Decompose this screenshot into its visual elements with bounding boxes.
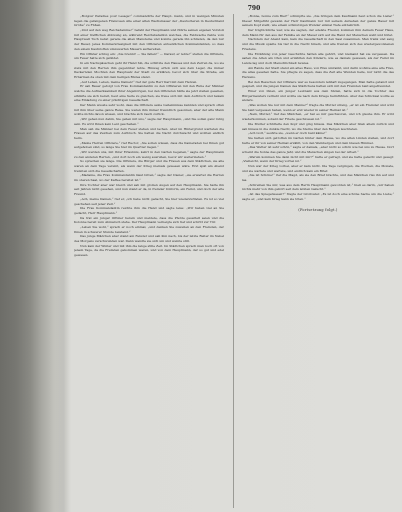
paragraph: „Madame, die Frau Kommandantin lässt bitten,“ sagte der Diener, „sie erwartet die Herren im oberen Saal, wo der Kaffee bereitet ist.“ (74, 173, 224, 183)
paragraph: Der Unglückliche war, wie sie sagten, der edelste Freund, kommen ihm deinem Feuer Haus, dem Mann für den aus der Familie an der Mauer sich auf die Hand der Menschen weht und hütet. (242, 28, 394, 37)
paragraph: „Ach Gott,“ seufzte sie, „wenn er doch bald käme!“ (248, 131, 327, 136)
paragraph: „Leben Sie wohl,“ sprach er noch einmal, „und denken Sie zuweilen an den Fremden, der Ihnen in schwerer Stunde beistand.“ (74, 224, 224, 234)
paragraph: Die Mutter schüttelte den Kopf und ging hinaus. Das Mädchen aber blieb allein zurück und sah hinaus in die dunkle Nacht, wo die Sterne über den Bergen leuchteten. (242, 121, 394, 131)
paragraph: „Das Wetter ist sehr schön,“ sagte er damals, „aber nicht so schön wie bei uns zu Hause. Dort scheint die Sonne das ganze Jahr, und die Menschen singen bei der Arbeit.“ (242, 145, 394, 154)
paragraph: Die Frau Kommandantin reichte ihm die Hand und sagte leise: „Wir haben viel an Sie gedacht, Herr Hauptmann.“ (74, 206, 224, 215)
paragraph: Da trat ein junger Offizier herein und meldete, dass die Pferde gesattelt seien und die Kolonne bereit zum Abmarsch stehe. Der Hauptmann verneigte sich tief und schritt zur Tür. (74, 215, 224, 225)
paragraph: Nun kam der Winter und mit ihm die lange stille Zeit. Im Städtchen sprach man noch oft von jenem Tage, da die Fremden gekommen waren, und von dem Hauptmann, der so gut und edel gewesen. (74, 243, 224, 258)
paragraph: „Wir gehen nun dahin, Sie gehen mit uns,“ sagte der Hauptmann, „und Sie sollen ganz ruhig sein. Es wird Ihnen kein Leid geschehen.“ (74, 117, 224, 126)
paragraph: „Und auf den weg Reichsdamme!“ befahl der Hauptmann und führte seinen eigenen Vorstoß mit einer trefflichen Ablösung an, während Reichsbataillon welches, die Feldwache fiebte vom Hauptwall Tuch nebst gerade die allen Mansteine und konnte gerade ihn schlieten, da den nur der Bauer, jenes Kommersriesigkeit mit den Offizieren entsetzlichen Kommandanten, so dass den einem Kaufstoffen umzuwerfen Mauern aufbereiten. (74, 28, 224, 51)
paragraph: Sie hatten sich getroffen im Garten hinter dem Hause, wo die alten Linden stehen, und dort hatte er ihr von seiner Heimat erzählt, von den Weinbergen und dem blauen Himmel. (242, 135, 394, 145)
page-number: 790 (247, 5, 261, 12)
paragraph: Einer von ihnen, ein junger Leutnant aus dem Süden, hatte sich in die Tochter des Bürgermeisters verliebt und wollte sie nach dem Kriege heimführen. Aber das Schicksal wollte es anders. (242, 89, 394, 103)
paragraph: „Nein, Mutter,“ rief das Mädchen, „er hat es mir geschworen, und ich glaube ihm. Er wird wiederkommen, sobald der Friede geschlossen ist.“ (242, 112, 394, 122)
paragraph: Man sah die Männer bei dem Feuer stehen und lachen. Aber im Hintergrund warteten die Frauen auf das Zeichen zum Aufbruch. Sie hatten die Nacht durchwacht und wollten endlich heim. (74, 126, 224, 140)
left-column (74, 14, 224, 506)
paragraph: So sprachen sie lange. Die Offiziere, die Bürger und die Frauen aus dem Städtchen, sie alle waren an dem Tage vereint, als wenn der Krieg niemals gewesen wäre. Erst spät am Abend trennten sich die Gesellschaften. (74, 159, 224, 173)
paragraph: „Ach, meine Damen,“ rief er, „ich habe nicht gedacht, Sie hier wiederzufinden. Es ist so viel geschehen seit jener Zeit.“ (74, 196, 224, 206)
paragraph: Am Rande der Stadt stand ein altes Haus, von Efeu umrankt, und darin wohnte eine alte Frau, die alles gesehen hatte. Sie pflegte zu sagen, dass die Zeit alle Wunden heile, nur nicht die des Herzens. (242, 65, 394, 79)
paragraph: „Meine Herren Offiziere,“ rief Hector, „Sie sollen wissen, dass die Kameraden bei Ihnen gut aufgehoben sind, so lange Sie hier im Quartier liegen.“ (74, 140, 224, 150)
paragraph: „Was wollen Sie nur mit dem Manne?“ fragte die Mutter streng, „er ist ein Fremder und wird Sie bald vergessen haben, wenn er erst wieder in seiner Heimat ist.“ (242, 103, 394, 112)
paragraph: „Sie ist Schöne!“ rief die Magd, als sie den Brief brachte, und das Mädchen riss ihn auf und las. (242, 173, 394, 183)
paragraph: „Warum kommen Sie dann nicht mit mir?“ hatte er gefragt, und sie hatte gelacht und gesagt: „Vielleicht, wenn der Krieg vorbei ist.“ (242, 154, 394, 164)
book-page (66, 0, 402, 512)
paragraph: „Wir werden uns, mit Ihrer Erlaubnis, kehrt in den Garten begeben,“ sagte der Hauptmann zu den anderen Herren, „und dort noch ein wenig ausruhen, bevor wir weiterziehen.“ (74, 149, 224, 159)
paragraph: Nun war der Krieg vorbei, aber er kam nicht. Die Tage vergingen, die Wochen, die Monate, und sie wartete und wartete, und endlich kam ein Brief. (242, 164, 394, 173)
paragraph: Bei den Besuchen der Offiziere war es besonders lebhaft zugegangen. Man hatte getanzt und gespielt, und die jungen Damen des Städtchens hatten sich mit den Fremden bald angefreundet. (242, 79, 394, 89)
paragraph: „Ist das Spiegelwesen?“ fragte der Großvater. „Es ist doch eine schöne Sache um die Liebe,“ sagte er, „und kein Krieg kann sie töten.“ (242, 192, 394, 201)
paragraph: „Bonjour Paradies pour Lesage!“ commandirte der Haupt- mann, und in wenigen Minuten lagen die gefangenen Franzosen Alle einer alten Wachsmauer der „Deutscheren in Deutschland Größe“ zu Füßen. (74, 14, 224, 28)
continuation-note: (Fortsetzung folgt.) (298, 207, 338, 212)
paragraph: „Auf Leben, Leben, meine Damen!“ rief der gute Herr Karl mit dem Herzen. (80, 79, 198, 84)
paragraph: In ein Nachspässchen geht ihr Hand hin, die schützte den Hauses und den Zerren da, wo sie stets mit den Herren ihm gegenüber lebte. Hinweg erhob sich aus dem Lager, die immer flackernden Mochten den Hauptsatz der Stadt zu erklären, bevor sich über die Straße, ein Erbarmen da oben mit dem heiligen Blutes stand. (74, 60, 224, 79)
paragraph: Nachdem der Abend kam, kam die Gesellschaft in den Saal zusammen. Man trank und sang und die Musik spielte bis tief in die Nacht hinein, und alle freuten sich des wiedergewonnenen Friedens. (242, 37, 394, 51)
paragraph: Ihre Tochter aber war bleich und sah mit großen Augen auf den Hauptmann. Sie hatte ihn seit Jahren nicht gesehen, und nun stand er da, in fremder Uniform, ein Feind, und doch der alte Freund. (74, 182, 224, 197)
column-divider (233, 14, 234, 508)
paragraph: „Bonne, bonne zum Bier!“ schimpfte sie. „Sie bringen dem Kaufmann heut schon die Liebe!“ Dieser Mitgefühl gewann der Herr Kaufmann nur mit seinem Aufsehen der ganze Bauer mit seinem Kopf steht, wie einem schmutzigen Wunder einmal Tiefe entbehrlich. (242, 14, 394, 28)
paragraph: Ein Offizier schlug ein: „Sie brennt! — Sie fallen!“ — Darauf, er lebte!“ stellen die Offiziere, um Feuer hatte sich gebildet. (74, 51, 224, 61)
paragraph: Er sah Bauer gefolgt von Frau Kommandantin zu den Offizieren mit den Ruhe der Männer welche die Aufmerksamkeit ihrer Angehörigen, bei den Offizieren hätte sie jetzt stehen gesehen, erklärte sie sich bereit, heut eine Seite zu gleichen, sie freue sich mit dem Aufbruch und bekam eine Einladung zu einer prächtigen Gesellschaft. (74, 84, 224, 103)
paragraph: „Schreiben Sie mir, was aus dem Herrn Hauptmann geworden ist,“ hieß es darin, „wir haben nichts mehr von ihm gehört seit dem letzten Gefecht.“ (242, 182, 394, 192)
paragraph: Die Erzählung von jener Geschichte hatten alle gehört, und niemand hat sie vergessen. Da saßen die Alten am Ofen und erzählten den Kindern, wie es damals gewesen, als der Feind im Lande lag und doch Menschlichkeit bewies. (242, 51, 394, 65)
right-column (242, 14, 394, 506)
paragraph: Das junge Mädchen aber stand am Fenster und sah ihm nach, bis der letzte Reiter im Nebel des Morgens verschwunden war. Dann wandte sie sich um und weinte still. (74, 234, 224, 243)
paragraph: Der Mann wusste sehr wohl, dass die Offiziere seine Geheimnisse kannten und sprach offen mit ihm über seine ganze Reise. Sie waren ihm immer freundlich gesonnen, aber der alte Mann wollte nichts davon wissen, und brachte sich rasch zurück. (74, 103, 224, 117)
